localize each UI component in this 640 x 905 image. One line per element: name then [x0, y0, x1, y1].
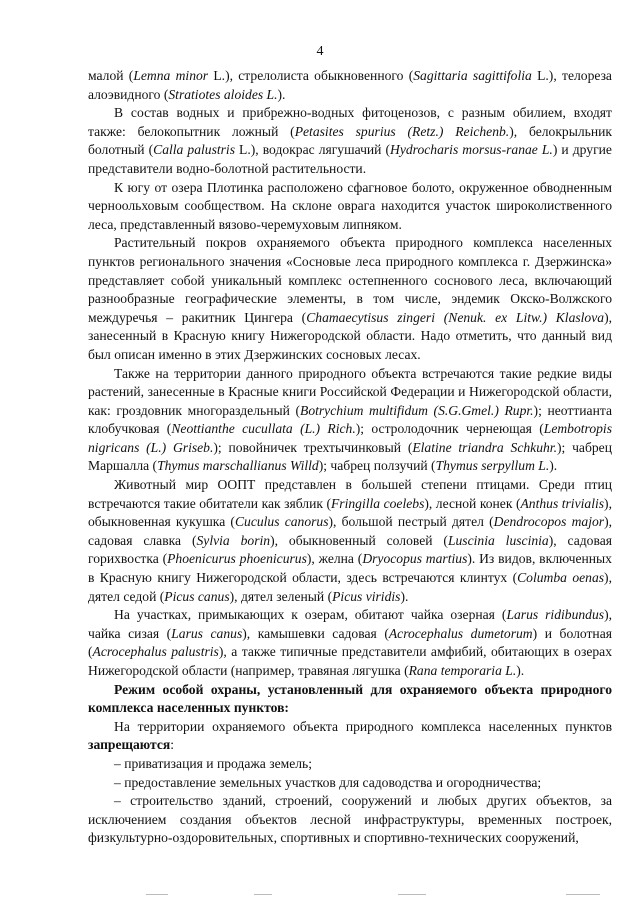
body-paragraph [88, 67, 612, 104]
text-run: ); неоттианта клобучковая ( [88, 402, 612, 437]
text-run: ), камышевки садовая ( [242, 625, 389, 641]
scan-edge-mark [254, 894, 272, 895]
latin-name: Thymus serpyllum L. [435, 458, 550, 474]
text-run: ), чайка сизая ( [88, 607, 612, 641]
text-run: ), обыкновенная кукушка ( [88, 495, 612, 530]
text-run: малой ( [88, 68, 134, 83]
text-run: ), лесной конек ( [424, 495, 521, 511]
text-run: В состав водных и прибрежно-водных фитоценозов, с разным обилием, входят также: белокопытник ложный ( [88, 105, 612, 139]
text-run: ), обыкновенный соловей ( [270, 532, 448, 548]
text-run: ), белокрыльник болотный ( [88, 123, 612, 158]
text-run: ); повойничек трехтычинковый ( [213, 439, 413, 455]
latin-name: Phoenicurus phoenicurus [167, 551, 307, 567]
latin-name: Picus viridis [332, 588, 401, 604]
latin-name: Petasites spurius (Retz.) Reichenb. [294, 123, 510, 139]
latin-name: Lemna minor [133, 68, 209, 83]
text-run: ). [277, 86, 286, 102]
latin-name: Anthus trivialis [520, 495, 605, 511]
body-paragraph [88, 179, 612, 235]
text-run: ), дятел зеленый ( [229, 588, 333, 604]
body-paragraph [88, 365, 612, 477]
text-run: ); чабрец ползучий ( [318, 458, 436, 474]
text-run: Животный мир ООПТ представлен в большей степени птицами. Среди птиц встречаются такие обитатели как зяблик ( [88, 477, 612, 511]
dash-list-item [88, 774, 612, 793]
text-run: На участках, примыкающих к озерам, обитают чайка озерная ( [114, 607, 507, 623]
text-run: ) и болотная ( [88, 625, 612, 660]
text-run: L.), телореза алоэвидного ( [88, 68, 612, 102]
latin-name: Luscinia luscinia [447, 532, 549, 548]
body-paragraph [88, 104, 612, 178]
body-paragraph [88, 234, 612, 364]
latin-name: Hydrocharis morsus-ranae L. [390, 142, 553, 158]
latin-name: Chamaecytisus zingeri (Nenuk. ex Litw.) Klaslova [306, 309, 605, 325]
text-run: ). Из видов, включенных в Красную книгу Нижегородской области, здесь встречаются клинтух ( [88, 551, 612, 586]
text-run: ). [400, 588, 409, 604]
dash-list-item [88, 755, 612, 774]
text-run: ); остролодочник чернеющая ( [355, 421, 544, 437]
emphasis-text: запрещаются [88, 737, 171, 753]
latin-name: Botrychium multifidum (S.G.Gmel.) Rupr. [300, 402, 534, 418]
body-paragraph [88, 718, 612, 755]
latin-name: Larus canus [171, 625, 243, 641]
text-run: Также на территории данного природного объекта встречаются такие редкие виды растений, занесенные в Красные книги Российской Федерации и Нижегородской области, как: гроздовник многораздельный ( [88, 365, 612, 418]
latin-name: Acrocephalus dumetorum [388, 625, 533, 641]
text-run: – строительство зданий, строений, сооружений и любых других объектов, за исключением создания объектов лесной инфраструктуры, временных построек, физкультурно-оздоровительных, спортивных и спортивно-технических сооружений, [88, 793, 612, 846]
text-run: ). [516, 663, 525, 678]
text-run: Режим особой охраны, установленный для охраняемого объекта природного комплекса населенных пунктов: [88, 681, 612, 716]
latin-name: Calla palustris [153, 142, 235, 158]
latin-name: Stratiotes aloides L. [168, 86, 278, 102]
section-heading [88, 681, 612, 718]
latin-name: Sagittaria sagittifolia [413, 68, 532, 83]
text-run: ), желна ( [306, 551, 363, 567]
scan-edge-mark [566, 894, 600, 895]
dash-list-item [88, 792, 612, 848]
text-run: Растительный покров охраняемого объекта природного комплекса населенных пунктов регионального значения «Сосновые леса природного комплекса г. Дзержинска» представляет собой уникальный комплекс остепненного соснового леса, включающий разнообразные географические элементы, в том числе, эндемик Окско-Волжского междуречья – ракитник Цингера ( [88, 235, 612, 325]
body-paragraph [88, 476, 612, 606]
page-body [88, 67, 612, 848]
text-run: ), садовая горихвостка ( [88, 532, 613, 567]
text-run: : [170, 737, 175, 753]
scan-edge-mark [398, 894, 426, 895]
latin-name: Lembotropis nigricans (L.) Griseb. [88, 421, 612, 455]
text-run: ), большой пестрый дятел ( [328, 514, 494, 530]
latin-name: Dryocopus martius [362, 551, 468, 567]
latin-name: Fringilla coelebs [331, 495, 425, 511]
text-run: ). [549, 458, 558, 474]
text-run: – приватизация и продажа земель; [114, 755, 313, 771]
latin-name: Thymus marschallianus Willd [157, 458, 319, 474]
page-number: 4 [316, 44, 324, 59]
latin-name: Elatine triandra Schkuhr. [412, 439, 557, 455]
body-paragraph [88, 606, 612, 680]
latin-name: Dendrocopos major [493, 514, 605, 530]
latin-name: Columba oenas [517, 570, 605, 586]
latin-name: Cuculus canorus [234, 514, 329, 530]
text-run: – предоставление земельных участков для садоводства и огородничества; [114, 774, 542, 790]
text-run: L.), водокрас лягушачий ( [235, 142, 391, 158]
scan-edge-mark [146, 894, 168, 895]
text-run: На территории охраняемого объекта природного комплекса населенных пунктов [114, 718, 612, 734]
latin-name: Picus canus [164, 588, 230, 604]
latin-name: Rana temporaria L. [408, 663, 517, 678]
text-run: ), занесенный в Красную книгу Нижегородской области. Надо отметить, что данный вид был описан именно в этих Дзержинских сосновых лесах. [88, 309, 613, 362]
latin-name: Acrocephalus palustris [92, 644, 219, 660]
text-run: ), садовая славка ( [88, 514, 612, 548]
text-run: ) и другие представители водно-болотной растительности. [88, 142, 612, 176]
latin-name: Larus ridibundus [506, 607, 605, 623]
text-run: L.), стрелолиста обыкновенного ( [208, 68, 414, 83]
text-run: ); чабрец Маршалла ( [88, 439, 612, 474]
latin-name: Sylvia borin [196, 532, 271, 548]
latin-name: Neottianthe cucullata (L.) Rich. [171, 421, 356, 437]
text-run: ), а также типичные представители амфибий, обитающих в озерах Нижегородской области (например, травяная лягушка ( [88, 644, 613, 678]
text-run: ), дятел седой ( [88, 570, 612, 604]
text-run: К югу от озера Плотинка расположено сфагновое болото, окруженное обводненным черноольховым сообществом. На склоне оврага находится участок широколиственного леса, представленный вязово-черемуховым липняком. [88, 179, 612, 232]
